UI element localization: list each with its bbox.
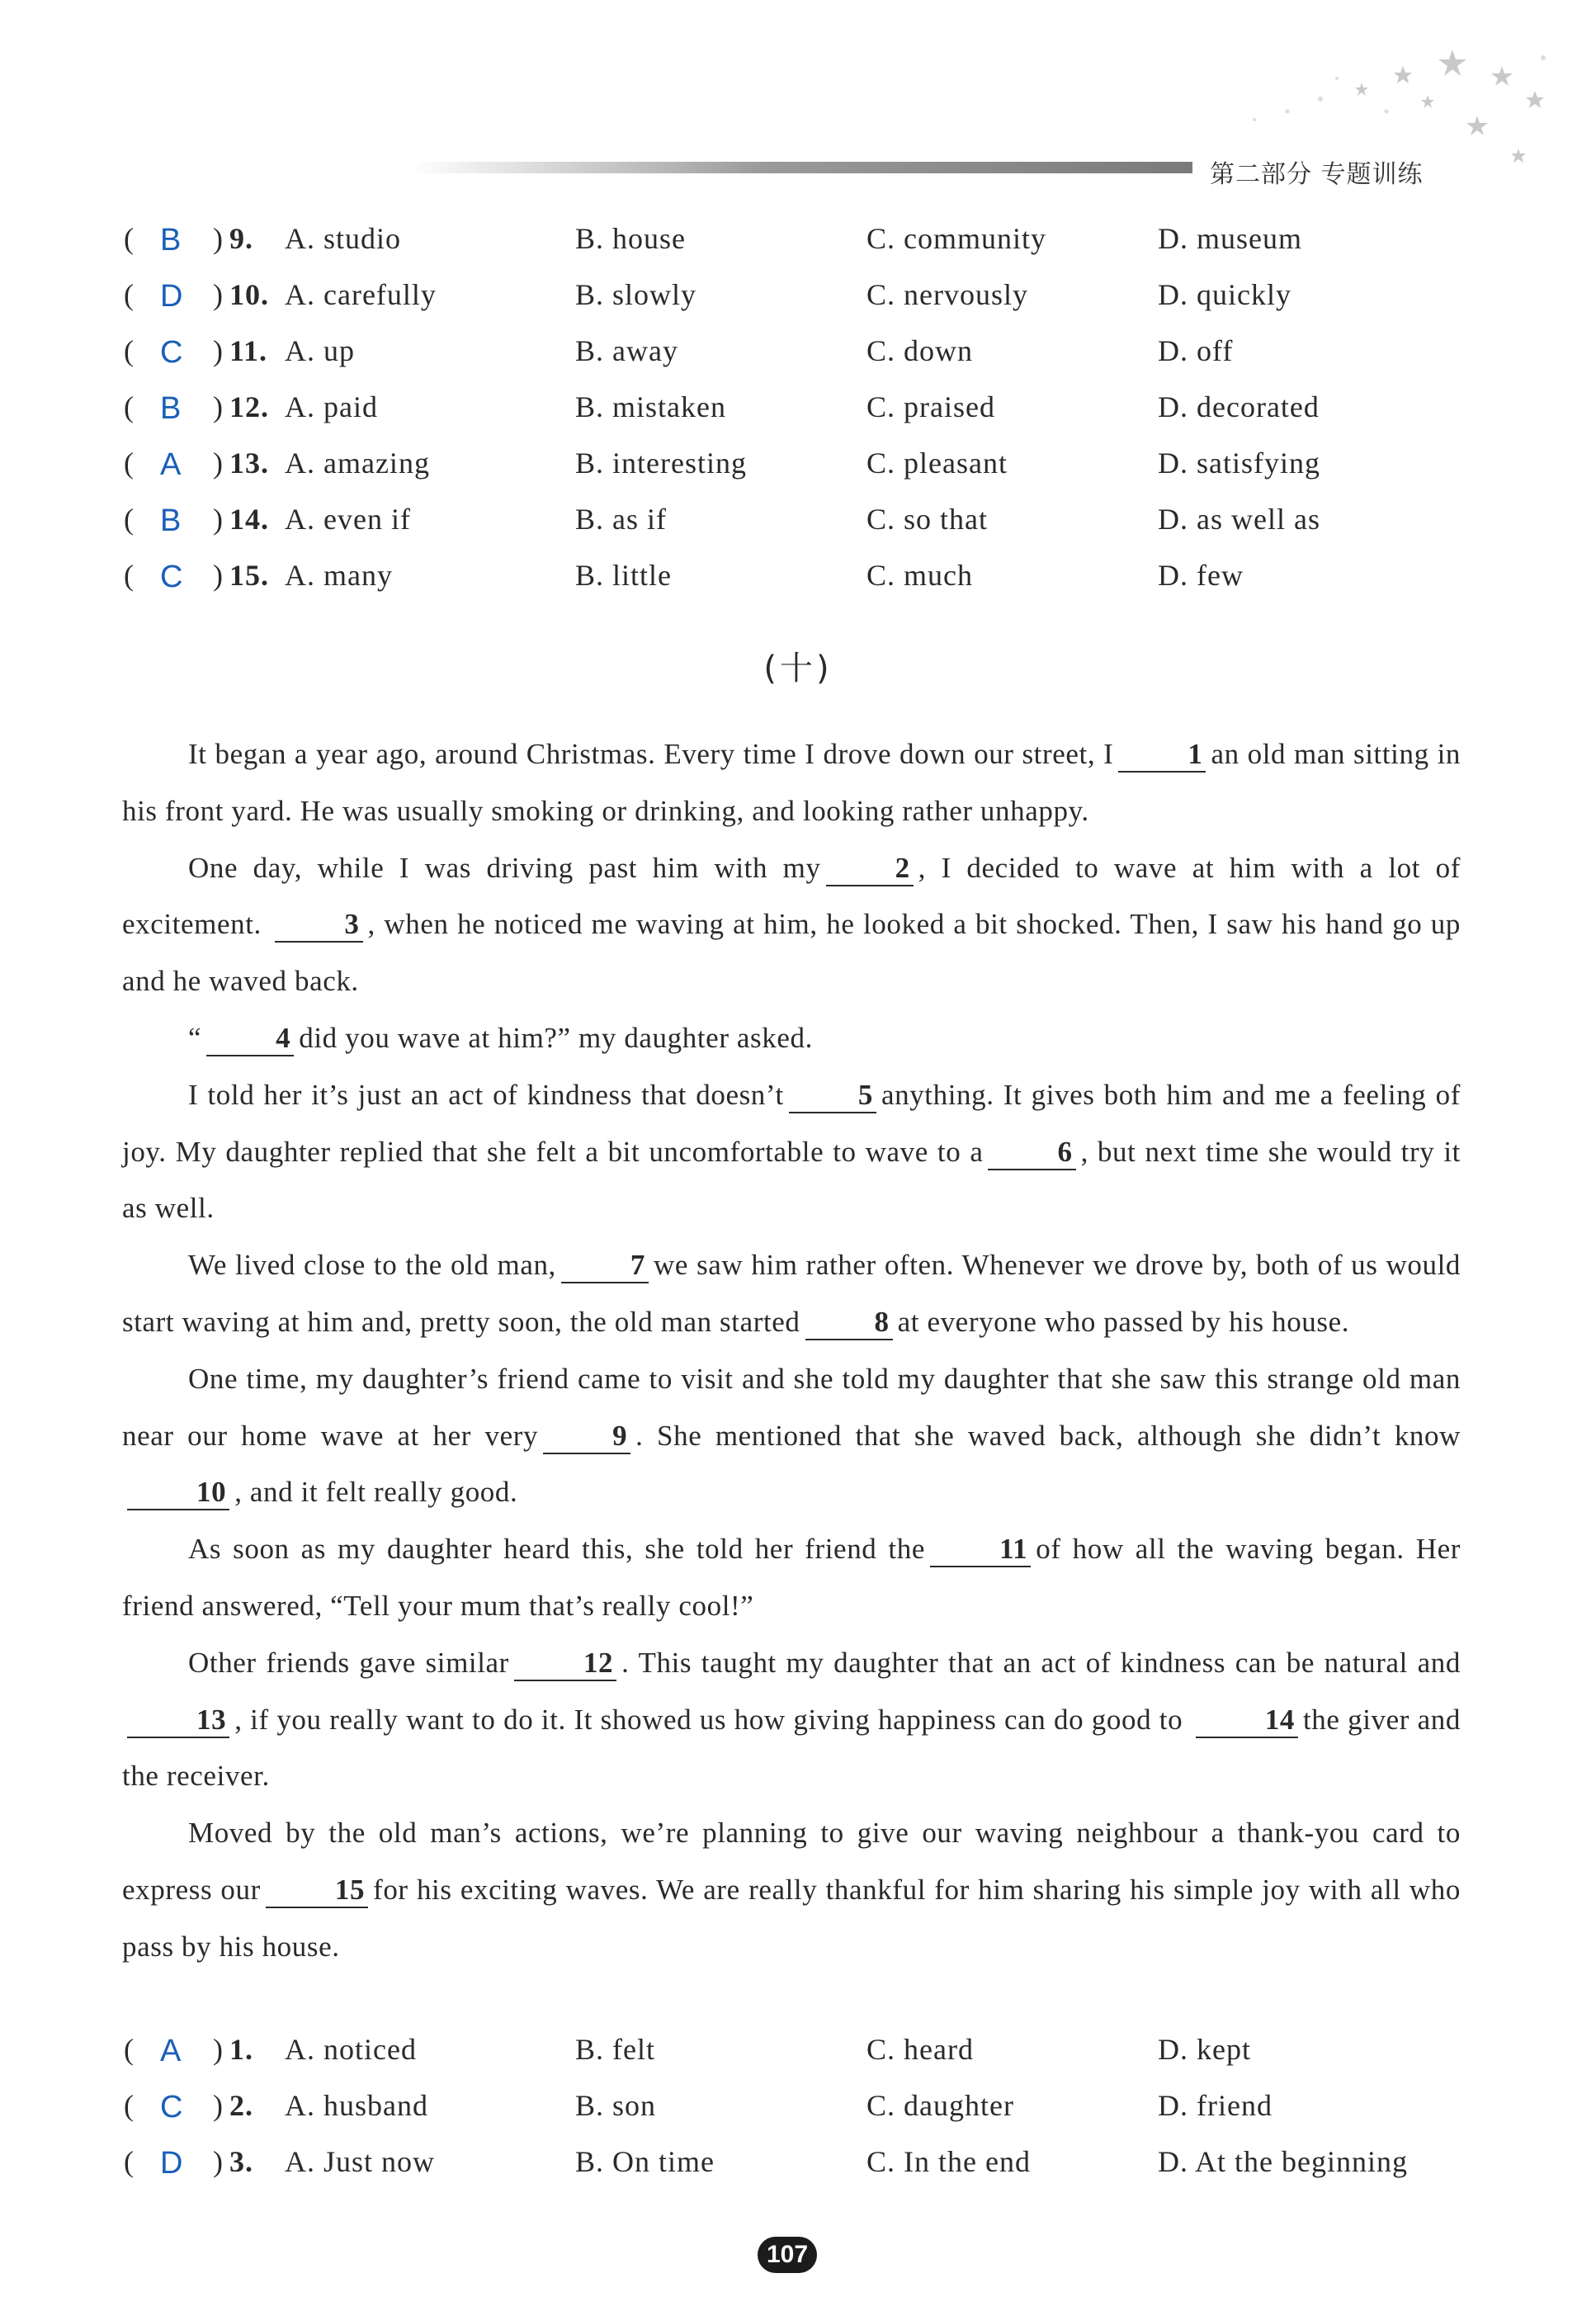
header-rule xyxy=(413,162,1192,173)
option-b: B. On time xyxy=(575,2145,715,2178)
option-c: C. nervously xyxy=(866,278,1028,311)
blank-10: 10 xyxy=(127,1476,229,1510)
cloze-passage xyxy=(122,726,1461,1976)
option-b: B. felt xyxy=(575,2033,655,2066)
option-c: C. much xyxy=(866,559,973,592)
option-b: B. as if xyxy=(575,503,667,536)
answer-mark: A xyxy=(160,447,182,482)
blank-9: 9 xyxy=(543,1420,630,1454)
option-a: A. noticed xyxy=(285,2033,417,2066)
answer-mark: C xyxy=(160,2090,184,2124)
option-row-11: ( C ) 11. A. up B. away C. down D. off xyxy=(124,334,1234,370)
paragraph-8: Other friends gave similar 12 . This taught my daughter that an act of kindness can be natural and13 , if you really want to do it. It showed us how giving happiness can do good to 14 the giver and the receiver. xyxy=(122,1646,1461,1793)
option-d: D. friend xyxy=(1158,2089,1273,2122)
answer-mark: C xyxy=(160,335,184,370)
blank-14: 14 xyxy=(1196,1704,1298,1738)
option-row-3: ( D ) 3. A. Just now B. On time C. In the end D. At the beginning xyxy=(124,2145,1408,2181)
blank-6: 6 xyxy=(988,1136,1075,1170)
option-row-10: ( D ) 10. A. carefully B. slowly C. nervously D. quickly xyxy=(124,278,1291,314)
option-row-1: ( A ) 1. A. noticed B. felt C. heard D. kept xyxy=(124,2033,1251,2068)
option-row-12: ( B ) 12. A. paid B. mistaken C. praised D. decorated xyxy=(124,390,1320,426)
option-b: B. away xyxy=(575,334,678,367)
option-c: C. so that xyxy=(866,503,989,536)
option-b: B. house xyxy=(575,222,686,255)
option-d: D. museum xyxy=(1158,222,1302,255)
option-d: D. kept xyxy=(1158,2033,1251,2066)
blank-15: 15 xyxy=(266,1874,368,1908)
blank-3: 3 xyxy=(275,908,362,943)
answer-mark: B xyxy=(160,391,182,426)
option-d: D. At the beginning xyxy=(1158,2145,1408,2178)
option-d: D. few xyxy=(1158,559,1244,592)
option-b: B. slowly xyxy=(575,278,697,311)
option-row-13: ( A ) 13. A. amazing B. interesting C. pleasant D. satisfying xyxy=(124,447,1320,482)
option-a: A. up xyxy=(285,334,355,367)
option-a: A. Just now xyxy=(285,2145,436,2178)
option-b: B. son xyxy=(575,2089,657,2122)
option-c: C. heard xyxy=(866,2033,974,2066)
option-row-15: ( C ) 15. A. many B. little C. much D. few xyxy=(124,559,1244,594)
paragraph-3: “ 4 did you wave at him?” my daughter asked. xyxy=(122,1010,1461,1067)
blank-5: 5 xyxy=(789,1079,876,1113)
option-c: C. pleasant xyxy=(866,447,1008,480)
page-number-badge: 107 xyxy=(758,2237,817,2273)
answer-mark: D xyxy=(160,2146,184,2181)
answer-mark: C xyxy=(160,560,184,594)
section-header-label: 第二部分 专题训练 xyxy=(1210,160,1424,189)
option-d: D. off xyxy=(1158,334,1234,367)
paragraph-1: It began a year ago, around Christmas. Every time I drove down our street, I 1 an old man sitting in his front yard. He was usually smoking or drinking, and looking rather unhappy. xyxy=(122,738,1461,827)
answer-mark: A xyxy=(160,2034,182,2068)
option-a: A. husband xyxy=(285,2089,428,2122)
option-d: D. quickly xyxy=(1158,278,1291,311)
option-a: A. carefully xyxy=(285,278,437,311)
option-c: C. In the end xyxy=(866,2145,1031,2178)
answer-mark: B xyxy=(160,223,182,258)
blank-12: 12 xyxy=(514,1647,616,1681)
paragraph-6: One time, my daughter’s friend came to visit and she told my daughter that she saw this strange old man near our home wave at her very 9 . She mentioned that she waved back, although she didn’t know10 , and it felt really good. xyxy=(122,1351,1461,1521)
section-title: (十) xyxy=(763,650,833,688)
option-b: B. interesting xyxy=(575,447,747,480)
option-row-9: ( B ) 9. A. studio B. house C. community D. museum xyxy=(124,222,1302,258)
blank-7: 7 xyxy=(561,1249,649,1283)
option-d: D. decorated xyxy=(1158,390,1320,423)
option-d: D. satisfying xyxy=(1158,447,1320,480)
option-a: A. paid xyxy=(285,390,378,423)
blank-1: 1 xyxy=(1118,738,1206,773)
option-c: C. down xyxy=(866,334,974,367)
option-a: A. even if xyxy=(285,503,411,536)
option-c: C. praised xyxy=(866,390,995,423)
blank-2: 2 xyxy=(826,852,914,886)
paragraph-5: We lived close to the old man, 7 we saw him rather often. Whenever we drove by, both of us would start waving at him and, pretty soon, the old man started 8 at everyone who passed by his house. xyxy=(122,1237,1461,1351)
option-b: B. mistaken xyxy=(575,390,726,423)
blank-11: 11 xyxy=(930,1533,1031,1567)
option-c: C. daughter xyxy=(866,2089,1014,2122)
option-row-14: ( B ) 14. A. even if B. as if C. so that D. as well as xyxy=(124,503,1320,538)
blank-8: 8 xyxy=(805,1306,893,1340)
option-b: B. little xyxy=(575,559,672,592)
option-c: C. community xyxy=(866,222,1046,255)
option-d: D. as well as xyxy=(1158,503,1320,536)
paragraph-2: One day, while I was driving past him with my 2 , I decided to wave at him with a lot of excitement. 3 , when he noticed me waving at him, he looked a bit shocked. Then, I saw his hand go up and he waved back. xyxy=(122,851,1461,998)
blank-13: 13 xyxy=(127,1704,229,1738)
option-a: A. many xyxy=(285,559,393,592)
option-row-2: ( C ) 2. A. husband B. son C. daughter D. friend xyxy=(124,2089,1273,2124)
answer-mark: B xyxy=(160,503,182,538)
answer-mark: D xyxy=(160,279,184,314)
paragraph-4: I told her it’s just an act of kindness that doesn’t 5 anything. It gives both him and me a feeling of joy. My daughter replied that she felt a bit uncomfortable to wave to a 6 , but next time she would try it as well. xyxy=(122,1078,1461,1225)
option-a: A. amazing xyxy=(285,447,430,480)
paragraph-9: Moved by the old man’s actions, we’re planning to give our waving neighbour a thank-you card to express our 15 for his exciting waves. We are really thankful for him sharing his simple joy with all who pass by his house. xyxy=(122,1817,1461,1963)
paragraph-7: As soon as my daughter heard this, she told her friend the 11 of how all the waving began. Her friend answered, “Tell your mum that’s really cool!” xyxy=(122,1533,1461,1622)
blank-4: 4 xyxy=(206,1022,294,1056)
option-a: A. studio xyxy=(285,222,402,255)
